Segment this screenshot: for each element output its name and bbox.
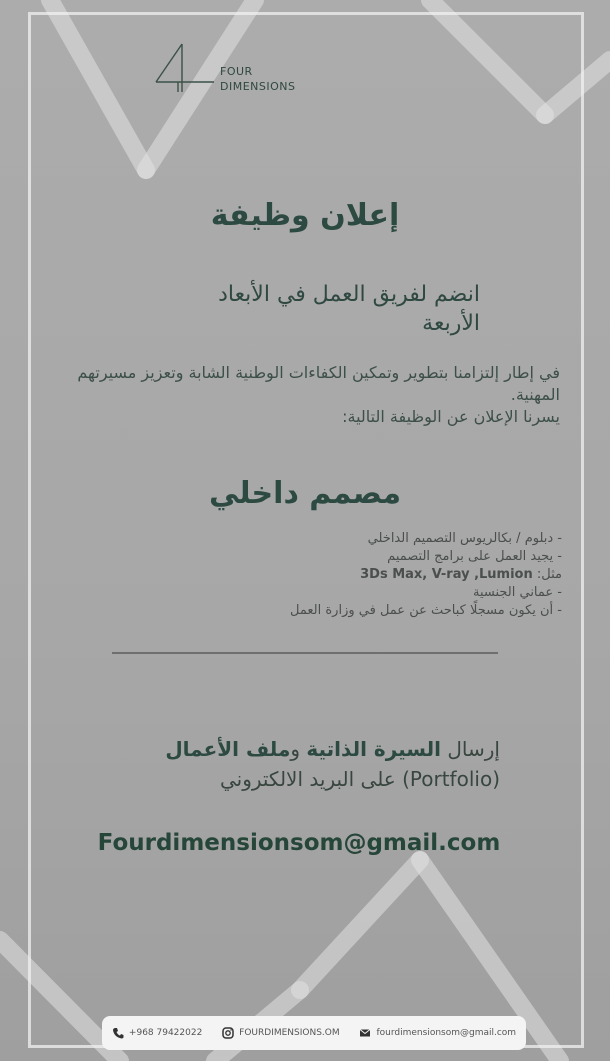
page-title: إعلان وظيفة xyxy=(210,198,400,233)
requirements-list xyxy=(200,530,562,620)
logo-text-four: FOUR xyxy=(220,65,253,78)
apply-instructions xyxy=(90,734,500,794)
footer-instagram-text: FOURDIMENSIONS.OM xyxy=(239,1028,340,1038)
phone-icon xyxy=(112,1027,124,1039)
apply-send: إرسال xyxy=(447,737,500,761)
footer-phone[interactable] xyxy=(112,1027,202,1039)
software-item xyxy=(200,566,562,584)
software-names: 3Ds Max, V-ray ,Lumion xyxy=(360,567,533,582)
intro-line-1: في إطار إلتزامنا بتطوير وتمكين الكفاءات الوطنية الشابة وتعزيز مسيرتهم المهنية. xyxy=(77,363,560,404)
mail-icon xyxy=(359,1027,371,1039)
footer-phone-text: +968 79422022 xyxy=(128,1028,203,1038)
instagram-icon xyxy=(222,1027,234,1039)
company-logo xyxy=(150,40,330,100)
section-divider xyxy=(112,652,498,654)
requirement-item: - يجيد العمل على برامج التصميم xyxy=(387,549,562,564)
footer-email-text: fourdimensionsom@gmail.com xyxy=(376,1028,517,1038)
intro-line-2: يسرنا الإعلان عن الوظيفة التالية: xyxy=(342,407,560,426)
footer-email[interactable] xyxy=(359,1027,516,1039)
contact-footer xyxy=(102,1016,526,1050)
job-title: مصمم داخلي xyxy=(208,476,402,511)
apply-line-1 xyxy=(90,734,500,764)
software-prefix: مثل: xyxy=(536,567,562,582)
apply-and: و xyxy=(290,737,300,761)
apply-cv: السيرة الذاتية xyxy=(306,737,442,761)
logo-mark-icon xyxy=(150,40,218,100)
apply-line-2: (Portfolio) على البريد الالكتروني xyxy=(219,767,500,791)
requirement-item: - دبلوم / بكالريوس التصميم الداخلي xyxy=(367,531,562,546)
apply-portfolio: ملف الأعمال xyxy=(165,737,291,761)
intro-text xyxy=(40,362,560,428)
requirement-item: - عماني الجنسية xyxy=(472,585,562,600)
footer-instagram[interactable] xyxy=(222,1027,339,1039)
requirement-item: - أن يكون مسجلًا كباحث عن عمل في وزارة العمل xyxy=(290,603,562,618)
logo-text-dimensions: DIMENSIONS xyxy=(220,80,296,93)
contact-email[interactable]: Fourdimensionsom@gmail.com xyxy=(97,830,501,856)
subtitle: انضم لفريق العمل في الأبعاد الأربعة xyxy=(218,282,480,336)
